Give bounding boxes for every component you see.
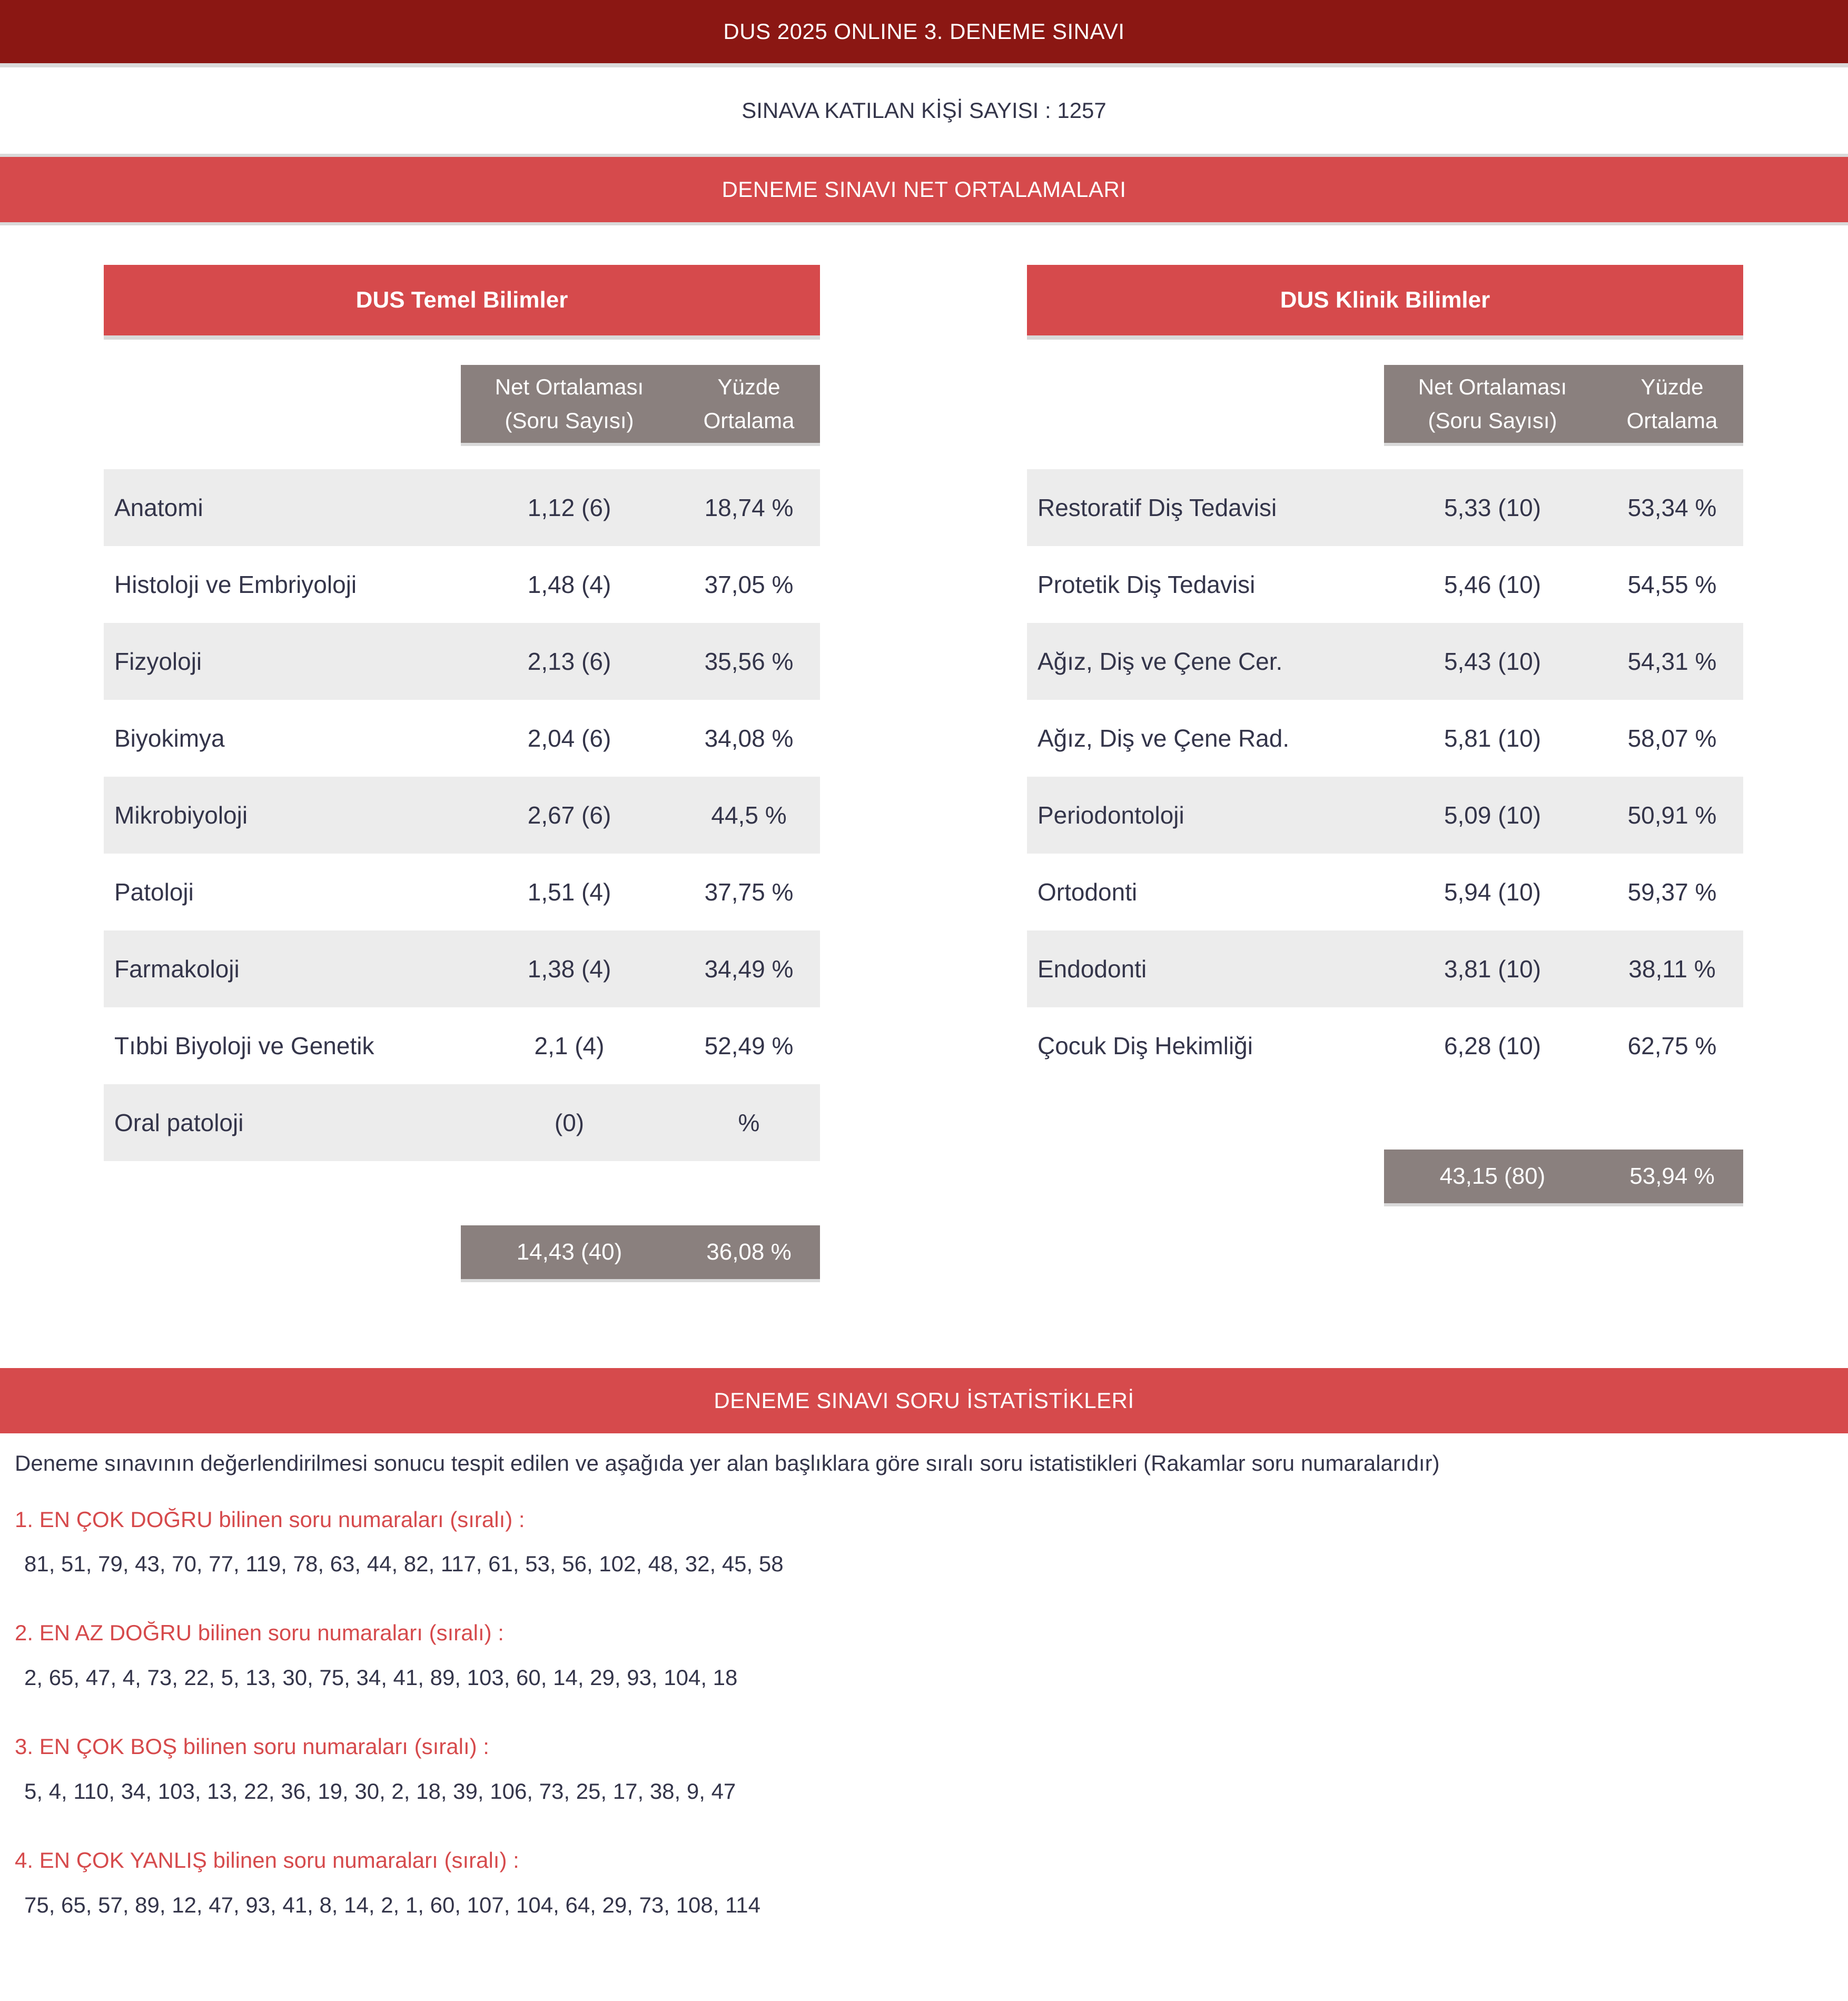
table-row bbox=[104, 1007, 820, 1084]
subject-name: Protetik Diş Tedavisi bbox=[1037, 571, 1256, 598]
net-averages-title: DENEME SINAVI NET ORTALAMALARI bbox=[722, 177, 1126, 202]
net-value: (0) bbox=[554, 1109, 585, 1136]
pct-header-line2: Ortalama bbox=[703, 408, 795, 433]
table-row bbox=[104, 546, 820, 623]
net-value: 6,28 (10) bbox=[1444, 1032, 1541, 1059]
net-header-line2: (Soru Sayısı) bbox=[1428, 408, 1557, 433]
stat-title-most-blank: 3. EN ÇOK BOŞ bilinen soru numaraları (sıralı) : bbox=[15, 1734, 489, 1759]
net-column-header bbox=[1384, 365, 1601, 443]
percent-value: 62,75 % bbox=[1627, 1032, 1717, 1059]
percent-value: % bbox=[738, 1109, 760, 1136]
percent-value: 54,55 % bbox=[1627, 571, 1717, 598]
stat-title-most-correct: 1. EN ÇOK DOĞRU bilinen soru numaraları (sıralı) : bbox=[15, 1507, 525, 1532]
stats-intro: Deneme sınavının değerlendirilmesi sonucu tespit edilen ve aşağıda yer alan başlıklara göre sıralı soru istatistikleri (Rakamlar soru numaralarıdır) bbox=[15, 1451, 1440, 1475]
subject-name: Ortodonti bbox=[1037, 878, 1138, 906]
table-row bbox=[1027, 623, 1743, 700]
klinik-rows bbox=[1027, 469, 1743, 1084]
net-value: 1,51 (4) bbox=[527, 878, 611, 906]
exam-title: DUS 2025 ONLINE 3. DENEME SINAVI bbox=[723, 19, 1125, 44]
klinik-bilimler-title bbox=[1027, 265, 1743, 340]
net-header-line1: Net Ortalaması bbox=[1418, 374, 1567, 399]
stat-numbers-least-correct: 2, 65, 47, 4, 73, 22, 5, 13, 30, 75, 34, 41, 89, 103, 60, 14, 29, 93, 104, 18 bbox=[24, 1665, 738, 1690]
klinik-column-header bbox=[1384, 365, 1743, 446]
exam-title-banner bbox=[0, 0, 1848, 67]
question-stats-banner bbox=[0, 1368, 1848, 1433]
temel-bilimler-title-text: DUS Temel Bilimler bbox=[355, 287, 568, 313]
stat-numbers-most-blank: 5, 4, 110, 34, 103, 13, 22, 36, 19, 30, 2, 18, 39, 106, 73, 25, 17, 38, 9, 47 bbox=[24, 1779, 736, 1804]
subject-name: Endodonti bbox=[1037, 955, 1147, 983]
net-value: 5,33 (10) bbox=[1444, 494, 1541, 521]
net-value: 1,12 (6) bbox=[527, 494, 611, 521]
klinik-bilimler-title-text: DUS Klinik Bilimler bbox=[1280, 287, 1490, 313]
percent-value: 18,74 % bbox=[704, 494, 794, 521]
percent-value: 37,75 % bbox=[704, 878, 794, 906]
net-header-line1: Net Ortalaması bbox=[495, 374, 644, 399]
stat-numbers-most-wrong: 75, 65, 57, 89, 12, 47, 93, 41, 8, 14, 2, 1, 60, 107, 104, 64, 29, 73, 108, 114 bbox=[24, 1893, 760, 1917]
subject-name: Ağız, Diş ve Çene Cer. bbox=[1037, 648, 1283, 675]
table-row bbox=[104, 1084, 820, 1161]
subject-name: Mikrobiyoloji bbox=[114, 801, 248, 829]
net-value: 5,43 (10) bbox=[1444, 648, 1541, 675]
pct-header-line1: Yüzde bbox=[1641, 374, 1704, 399]
temel-total-row bbox=[461, 1225, 820, 1282]
net-value: 2,67 (6) bbox=[527, 801, 611, 829]
net-value: 2,13 (6) bbox=[527, 648, 611, 675]
subject-name: Ağız, Diş ve Çene Rad. bbox=[1037, 725, 1290, 752]
stat-title-most-wrong: 4. EN ÇOK YANLIŞ bilinen soru numaraları (sıralı) : bbox=[15, 1848, 519, 1873]
table-row bbox=[1027, 700, 1743, 777]
percent-value: 38,11 % bbox=[1628, 955, 1716, 983]
table-row bbox=[104, 777, 820, 854]
net-value: 5,09 (10) bbox=[1444, 801, 1541, 829]
net-value: 3,81 (10) bbox=[1444, 955, 1541, 983]
net-value: 5,94 (10) bbox=[1444, 878, 1541, 906]
subject-name: Fizyoloji bbox=[114, 648, 202, 675]
subject-name: Biyokimya bbox=[114, 725, 225, 752]
temel-bilimler-title bbox=[104, 265, 820, 340]
table-row bbox=[1027, 777, 1743, 854]
total-net-value: 43,15 (80) bbox=[1439, 1163, 1546, 1189]
percent-value: 37,05 % bbox=[704, 571, 794, 598]
subject-name: Anatomi bbox=[114, 494, 203, 521]
table-row bbox=[104, 930, 820, 1007]
table-row bbox=[1027, 469, 1743, 546]
table-row bbox=[1027, 854, 1743, 930]
net-value: 1,48 (4) bbox=[527, 571, 611, 598]
percent-value: 34,49 % bbox=[704, 955, 794, 983]
percent-value: 34,08 % bbox=[704, 725, 794, 752]
pct-header-line1: Yüzde bbox=[717, 374, 780, 399]
table-row bbox=[104, 854, 820, 930]
net-header-line2: (Soru Sayısı) bbox=[505, 408, 634, 433]
subject-name: Periodontoloji bbox=[1037, 801, 1184, 829]
percent-value: 59,37 % bbox=[1627, 878, 1717, 906]
subject-name: Farmakoloji bbox=[114, 955, 240, 983]
percent-value: 54,31 % bbox=[1627, 648, 1717, 675]
stat-numbers-most-correct: 81, 51, 79, 43, 70, 77, 119, 78, 63, 44, 82, 117, 61, 53, 56, 102, 48, 32, 45, 58 bbox=[24, 1551, 784, 1576]
percent-value: 50,91 % bbox=[1627, 801, 1717, 829]
percent-value: 58,07 % bbox=[1627, 725, 1717, 752]
percent-value: 53,34 % bbox=[1627, 494, 1717, 521]
net-value: 1,38 (4) bbox=[527, 955, 611, 983]
participant-count bbox=[0, 67, 1848, 154]
total-percent-value: 53,94 % bbox=[1629, 1163, 1715, 1189]
question-stats-title: DENEME SINAVI SORU İSTATİSTİKLERİ bbox=[714, 1388, 1134, 1413]
percent-value: 44,5 % bbox=[711, 801, 787, 829]
subject-name: Histoloji ve Embriyoloji bbox=[114, 571, 357, 598]
net-column-header bbox=[461, 365, 678, 443]
percent-column-header bbox=[678, 365, 820, 443]
stat-title-least-correct: 2. EN AZ DOĞRU bilinen soru numaraları (sıralı) : bbox=[15, 1620, 504, 1645]
subject-name: Çocuk Diş Hekimliği bbox=[1037, 1032, 1253, 1059]
total-percent-value: 36,08 % bbox=[706, 1239, 792, 1265]
net-value: 5,46 (10) bbox=[1444, 571, 1541, 598]
net-value: 2,04 (6) bbox=[527, 725, 611, 752]
percent-value: 35,56 % bbox=[704, 648, 794, 675]
temel-rows bbox=[104, 469, 820, 1161]
subject-name: Tıbbi Biyoloji ve Genetik bbox=[114, 1032, 374, 1059]
percent-value: 52,49 % bbox=[704, 1032, 794, 1059]
table-row bbox=[104, 623, 820, 700]
subject-name: Patoloji bbox=[114, 878, 194, 906]
pct-header-line2: Ortalama bbox=[1626, 408, 1718, 433]
net-value: 2,1 (4) bbox=[534, 1032, 605, 1059]
total-net-value: 14,43 (40) bbox=[516, 1239, 622, 1265]
percent-column-header bbox=[1601, 365, 1743, 443]
klinik-total-row bbox=[1384, 1150, 1743, 1206]
klinik-bilimler-panel bbox=[1027, 265, 1743, 1189]
net-averages-banner bbox=[0, 154, 1848, 225]
temel-column-header bbox=[461, 365, 820, 446]
participant-count-text: SINAVA KATILAN KİŞİ SAYISI : 1257 bbox=[742, 98, 1106, 123]
subject-name: Oral patoloji bbox=[114, 1109, 244, 1136]
net-value: 5,81 (10) bbox=[1444, 725, 1541, 752]
temel-bilimler-panel bbox=[104, 265, 820, 1265]
table-row bbox=[1027, 546, 1743, 623]
table-row bbox=[1027, 1007, 1743, 1084]
table-row bbox=[1027, 930, 1743, 1007]
table-row bbox=[104, 469, 820, 546]
subject-name: Restoratif Diş Tedavisi bbox=[1037, 494, 1277, 521]
table-row bbox=[104, 700, 820, 777]
